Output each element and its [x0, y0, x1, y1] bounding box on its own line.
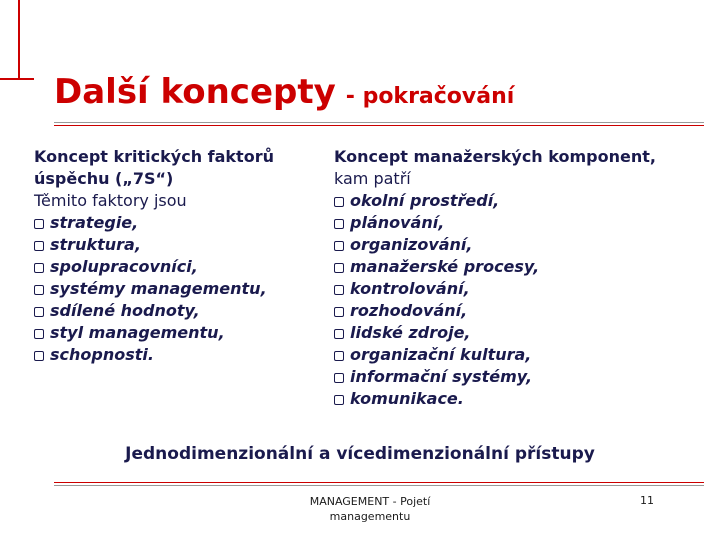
- left-heading-line2: úspěchu („7S“): [34, 169, 174, 188]
- checkbox-bullet-icon: [334, 307, 344, 317]
- decor-rule-vertical: [18, 0, 20, 80]
- title-divider: [54, 122, 704, 123]
- left-bullet-list: [34, 212, 324, 366]
- list-item-text: schopnosti.: [50, 345, 154, 364]
- list-item-text: organizování,: [350, 235, 473, 254]
- checkbox-bullet-icon: [334, 241, 344, 251]
- checkbox-bullet-icon: [34, 263, 44, 273]
- checkbox-bullet-icon: [34, 307, 44, 317]
- checkbox-bullet-icon: [334, 263, 344, 273]
- list-item-text: okolní prostředí,: [350, 191, 500, 210]
- list-item: [334, 234, 704, 256]
- list-item: [34, 256, 324, 278]
- title-sub: - pokračování: [345, 84, 515, 109]
- list-item-text: manažerské procesy,: [350, 257, 540, 276]
- list-item-text: lidské zdroje,: [350, 323, 471, 342]
- list-item: [334, 300, 704, 322]
- title-main: Další koncepty: [54, 72, 336, 112]
- right-bullet-list: [334, 190, 704, 410]
- footer-caption: [290, 494, 450, 524]
- checkbox-bullet-icon: [334, 373, 344, 383]
- list-item: [34, 234, 324, 256]
- checkbox-bullet-icon: [34, 351, 44, 361]
- list-item: [34, 212, 324, 234]
- left-column: [34, 146, 324, 366]
- left-heading-line1: Koncept kritických faktorů: [34, 147, 274, 166]
- list-item: [34, 300, 324, 322]
- list-item: [334, 322, 704, 344]
- checkbox-bullet-icon: [34, 219, 44, 229]
- list-item-text: rozhodování,: [350, 301, 468, 320]
- list-item: [34, 322, 324, 344]
- slide-title: [54, 72, 514, 112]
- list-item: [34, 278, 324, 300]
- title-divider-red: [54, 125, 704, 126]
- list-item-text: strategie,: [50, 213, 139, 232]
- checkbox-bullet-icon: [34, 285, 44, 295]
- list-item-text: sdílené hodnoty,: [50, 301, 200, 320]
- list-item: [334, 366, 704, 388]
- right-heading: Koncept manažerských komponent,: [334, 147, 656, 166]
- list-item-text: spolupracovníci,: [50, 257, 198, 276]
- footer-divider-grey: [54, 485, 704, 486]
- footer-line1: MANAGEMENT - Pojetí: [309, 495, 431, 508]
- checkbox-bullet-icon: [334, 351, 344, 361]
- list-item-text: informační systémy,: [350, 367, 533, 386]
- checkbox-bullet-icon: [34, 241, 44, 251]
- list-item: [34, 344, 324, 366]
- checkbox-bullet-icon: [334, 329, 344, 339]
- footer-divider: [54, 482, 704, 483]
- checkbox-bullet-icon: [34, 329, 44, 339]
- list-item-text: styl managementu,: [50, 323, 225, 342]
- decor-rule-top: [0, 78, 34, 80]
- list-item-text: struktura,: [50, 235, 141, 254]
- checkbox-bullet-icon: [334, 197, 344, 207]
- list-item: [334, 388, 704, 410]
- list-item-text: systémy managementu,: [50, 279, 267, 298]
- list-item: [334, 256, 704, 278]
- list-item-text: organizační kultura,: [350, 345, 532, 364]
- list-item-text: kontrolování,: [350, 279, 470, 298]
- checkbox-bullet-icon: [334, 219, 344, 229]
- list-item-text: plánování,: [350, 213, 445, 232]
- checkbox-bullet-icon: [334, 285, 344, 295]
- list-item: [334, 278, 704, 300]
- page-number: 11: [640, 494, 654, 507]
- right-column: [334, 146, 704, 410]
- list-item: [334, 344, 704, 366]
- bottom-note: Jednodimenzionální a vícedimenzionální přístupy: [125, 444, 595, 464]
- list-item: [334, 212, 704, 234]
- left-intro: Těmito faktory jsou: [34, 191, 187, 210]
- checkbox-bullet-icon: [334, 395, 344, 405]
- list-item: [334, 190, 704, 212]
- right-intro: kam patří: [334, 169, 411, 188]
- list-item-text: komunikace.: [350, 389, 464, 408]
- footer-line2: managementu: [329, 510, 411, 523]
